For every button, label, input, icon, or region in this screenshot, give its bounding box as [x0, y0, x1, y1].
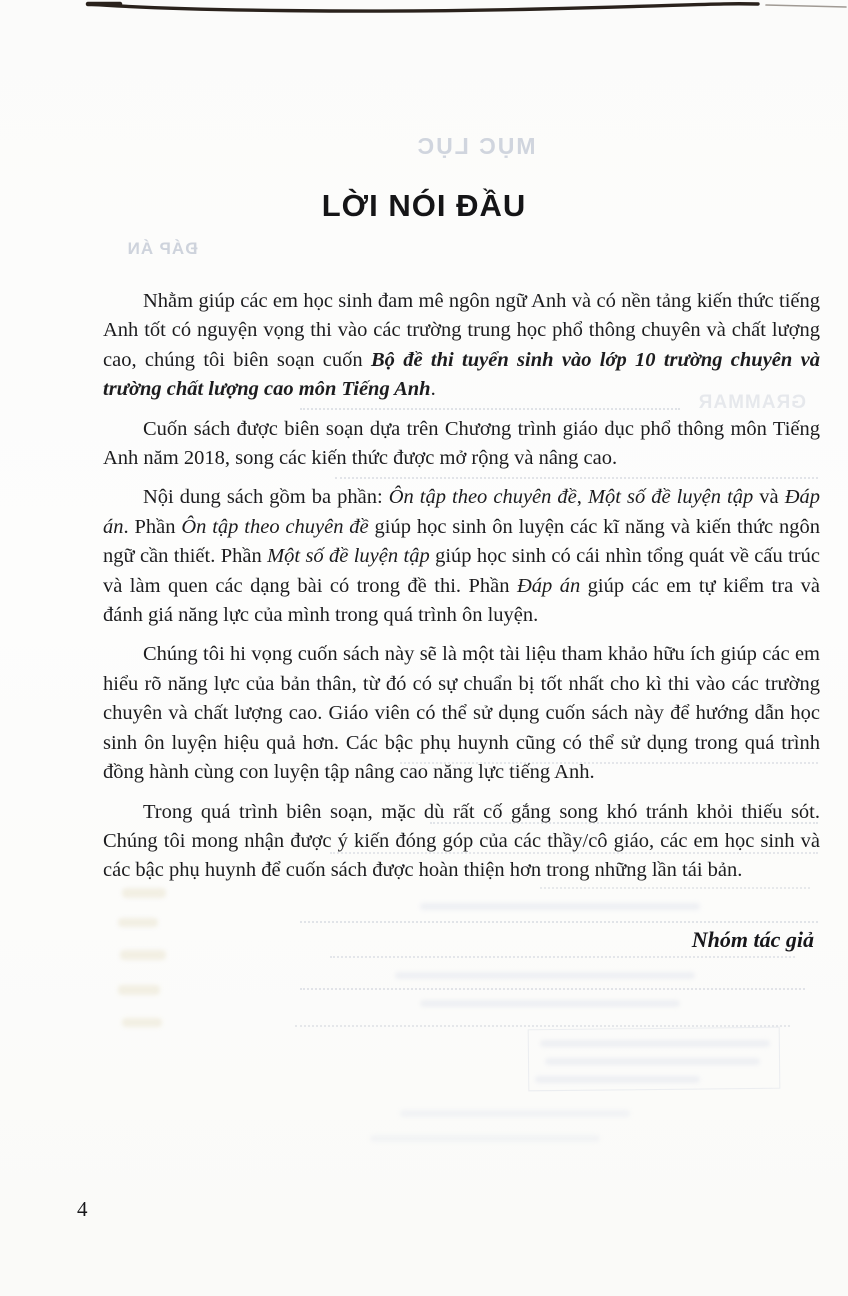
page-title: LỜI NÓI ĐẦU	[321, 187, 527, 223]
foreword-body	[103, 287, 820, 896]
left-margin-smudge	[122, 1018, 162, 1027]
text-segment: Cuốn sách được biên soạn dựa trên Chương trình giáo dục phổ thông môn Tiếng Anh năm 2018, song các kiến thức được mở rộng và nâng cao.	[103, 417, 820, 470]
page-number: 4	[77, 1197, 88, 1221]
text-segment: . Phần	[123, 515, 182, 538]
bleedthrough-grammar-fragment: GRAMMAR	[697, 392, 806, 413]
paragraph	[103, 798, 820, 886]
text-segment: giúp học sinh ôn luyện các kĩ năng và kiến thức ngôn ngữ cần thiết. Phần	[103, 515, 821, 568]
paragraph	[103, 483, 820, 630]
bleedthrough-dotted-line	[330, 956, 795, 958]
bleedthrough-answers-title: ĐÁP ÁN	[126, 239, 198, 258]
text-segment: Bộ đề thi tuyển sinh vào lớp 10 trường chuyên và trường chất lượng cao môn Tiếng Anh	[103, 348, 820, 401]
left-margin-smudge	[118, 918, 158, 927]
text-segment: Một số đề luyện tập	[267, 545, 430, 568]
paragraph	[103, 287, 820, 405]
text-segment: Ôn tập theo chuyên đề	[181, 515, 369, 538]
bleedthrough-dotted-line	[300, 921, 818, 923]
author-signature: Nhóm tác giả	[691, 927, 814, 952]
paragraph	[103, 640, 820, 787]
text-segment: Đáp án	[103, 486, 820, 538]
left-margin-smudge	[120, 950, 166, 960]
bleedthrough-smudge	[370, 1135, 600, 1142]
text-segment: Trong quá trình biên soạn, mặc dù rất cố gắng song khó tránh khỏi thiếu sót. Chúng tôi mong nhận được ý kiến đóng góp của các thầy/cô giáo, các em học sinh và các bậc phụ huynh để cuốn sách được hoàn thiện hơn trong những lần tái bản.	[103, 800, 820, 882]
left-margin-smudge	[118, 985, 160, 995]
text-segment: .	[430, 378, 436, 401]
text-segment: giúp các em tự kiểm tra và đánh giá năng lực của mình trong quá trình ôn luyện.	[103, 574, 820, 627]
bleedthrough-smudge	[420, 1000, 680, 1007]
bleedthrough-dotted-line	[300, 988, 805, 990]
bleedthrough-box-outline	[528, 1027, 781, 1092]
bleedthrough-smudge	[400, 1110, 630, 1117]
text-segment: giúp học sinh có cái nhìn tổng quát về cấu trúc và làm quen các dạng bài có trong đề thi. Phần	[103, 545, 820, 597]
bleedthrough-toc-title: MỤC LỤC	[415, 133, 536, 159]
paragraph	[103, 415, 820, 474]
text-segment: Một số đề luyện tập	[587, 486, 754, 509]
text-segment: Chúng tôi hi vọng cuốn sách này sẽ là một tài liệu tham khảo hữu ích giúp các em hiểu rõ năng lực của bản thân, từ đó có sự chuẩn bị tốt nhất cho kì thi vào các trường chuyên và chất lượng cao. Giáo viên có thể sử dụng cuốn sách này để hướng dẫn học sinh ôn luyện hiệu quả hơn. Các bậc phụ huynh cũng có thể sử dụng trong quá trình đồng hành cùng con luyện tập nâng cao năng lực tiếng Anh.	[103, 643, 820, 784]
scan-edge-line	[0, 0, 848, 16]
text-segment: Đáp án	[516, 574, 581, 597]
text-segment: ,	[576, 486, 588, 509]
text-segment: Nhằm giúp các em học sinh đam mê ngôn ngữ Anh và có nền tảng kiến thức tiếng Anh tốt có nguyện vọng thi vào các trường trung học phổ thông chuyên và chất lượng cao, chúng tôi biên soạn cuốn	[103, 290, 820, 371]
text-segment: Ôn tập theo chuyên đề	[388, 486, 577, 509]
bleedthrough-smudge	[420, 903, 700, 910]
bleedthrough-smudge	[395, 972, 695, 979]
text-segment: Nội dung sách gồm ba phần:	[143, 486, 389, 509]
text-segment: và	[753, 486, 785, 509]
